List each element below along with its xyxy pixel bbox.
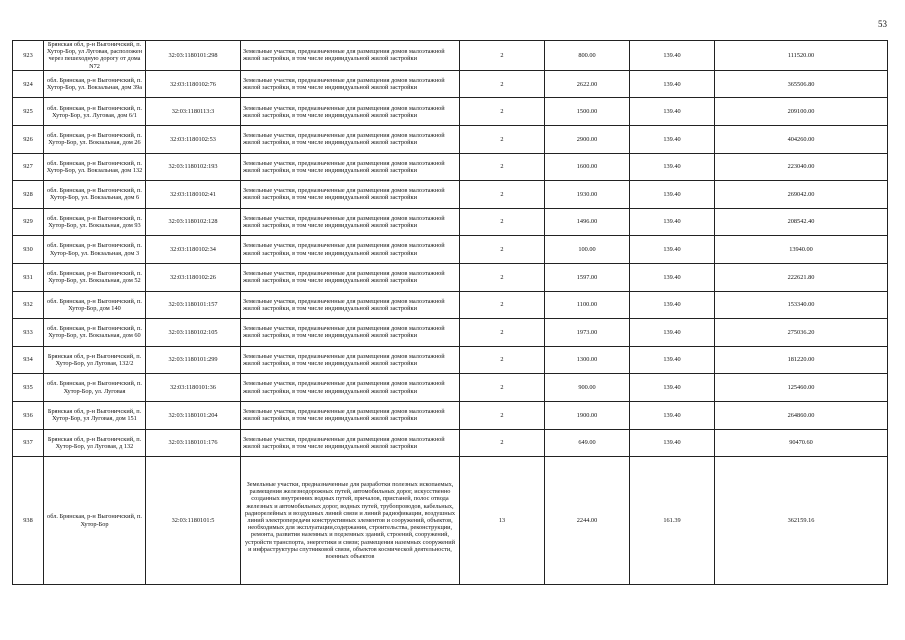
table-row [13, 208, 888, 236]
address-cell: обл. Брянская, р-н Выгоничский, п. Хутор-Бор, ул. Луговая, дом 6/1 [44, 98, 146, 126]
cadastral-number-cell: 32:03:1180102:26 [146, 263, 241, 291]
cadastral-value-cell: 13940.00 [715, 236, 888, 264]
table-row [13, 70, 888, 98]
cadastral-value-cell: 275036.20 [715, 319, 888, 347]
row-number: 927 [13, 153, 44, 181]
row-number: 924 [13, 70, 44, 98]
address-cell: обл. Брянская, р-н Выгоничский, п. Хутор-Бор, ул. Вокзальная, дом 6 [44, 181, 146, 209]
permitted-use-cell: Земельные участки, предназначенные для размещения домов малоэтажной жилой застройки, в том числе индивидуальной жилой застройки [241, 70, 460, 98]
cadastral-number-cell: 32:03:1180101:176 [146, 429, 241, 457]
table-row [13, 457, 888, 585]
table-row [13, 98, 888, 126]
cadastral-number-cell: 32:03:1180101:5 [146, 457, 241, 585]
address-cell: обл. Брянская, р-н Выгоничский, п. Хутор-Бор, ул. Вокзальная, дом 132 [44, 153, 146, 181]
area-cell: 649.00 [545, 429, 630, 457]
category-cell: 2 [460, 126, 545, 154]
row-number: 926 [13, 126, 44, 154]
cadastral-number-cell: 32:03:1180101:36 [146, 374, 241, 402]
cadastral-number-cell: 32:03:1180102:128 [146, 208, 241, 236]
cadastral-value-cell: 153340.00 [715, 291, 888, 319]
table-row [13, 374, 888, 402]
cadastral-value-cell: 208542.40 [715, 208, 888, 236]
cadastral-value-cell: 181220.00 [715, 346, 888, 374]
cadastral-value-cell: 222621.80 [715, 263, 888, 291]
row-number: 930 [13, 236, 44, 264]
permitted-use-cell: Земельные участки, предназначенные для размещения домов малоэтажной жилой застройки, в том числе индивидуальной жилой застройки [241, 429, 460, 457]
row-number: 931 [13, 263, 44, 291]
cadastral-number-cell: 32:03:1180101:299 [146, 346, 241, 374]
area-cell: 1500.00 [545, 98, 630, 126]
land-plot-table [12, 40, 888, 585]
table-row [13, 126, 888, 154]
category-cell: 13 [460, 457, 545, 585]
address-cell: обл. Брянская, р-н Выгоничский, п. Хутор-Бор, ул. Вокзальная, дом 52 [44, 263, 146, 291]
table-row [13, 291, 888, 319]
specific-value-cell: 139.40 [630, 70, 715, 98]
area-cell: 2900.00 [545, 126, 630, 154]
specific-value-cell: 139.40 [630, 208, 715, 236]
table-row [13, 346, 888, 374]
address-cell: обл. Брянская, р-н Выгоничский, п. Хутор-Бор, ул. Вокзальная, дом 60 [44, 319, 146, 347]
cadastral-value-cell: 404260.00 [715, 126, 888, 154]
cadastral-number-cell: 32:03:1180101:298 [146, 41, 241, 71]
permitted-use-cell: Земельные участки, предназначенные для размещения домов малоэтажной жилой застройки, в том числе индивидуальной жилой застройки [241, 181, 460, 209]
specific-value-cell: 139.40 [630, 429, 715, 457]
permitted-use-cell: Земельные участки, предназначенные для размещения домов малоэтажной жилой застройки, в том числе индивидуальной жилой застройки [241, 41, 460, 71]
area-cell: 1300.00 [545, 346, 630, 374]
permitted-use-cell: Земельные участки, предназначенные для разработки полезных ископаемых, размещения железнодорожных путей, автомобильных дорог, искусственно созданных внутренних водных путей, причалов, пристаней, полос отвода железных и автомобильных дорог, водных путей, трубопроводов, кабельных, радиорелейных и воздушных линий связи и линий радиофикации, воздушных линий электропередачи конструктивных элементов и сооружений, объектов, необходимых для эксплуатации,содержания, строительства, реконструкции, ремонта, развития наземных и подземных зданий, строений, сооружений, устройств транспорта, энергетики и связи; размещения наземных сооружений и инфраструктуры спутниковой связи, объектов космической деятельности, военных объектов [241, 457, 460, 585]
table-row [13, 429, 888, 457]
permitted-use-cell: Земельные участки, предназначенные для размещения домов малоэтажной жилой застройки, в том числе индивидуальной жилой застройки [241, 291, 460, 319]
table-row [13, 41, 888, 71]
row-number: 923 [13, 41, 44, 71]
area-cell: 1496.00 [545, 208, 630, 236]
table-row [13, 263, 888, 291]
row-number: 938 [13, 457, 44, 585]
row-number: 936 [13, 401, 44, 429]
specific-value-cell: 139.40 [630, 41, 715, 71]
address-cell: обл. Брянская, р-н Выгоничский, п. Хутор-Бор, ул. Вокзальная, дом 26 [44, 126, 146, 154]
specific-value-cell: 139.40 [630, 374, 715, 402]
area-cell: 1973.00 [545, 319, 630, 347]
address-cell: обл. Брянская, р-н Выгоничский, п. Хутор-Бор, ул. Вокзальная, дом 3 [44, 236, 146, 264]
row-number: 934 [13, 346, 44, 374]
category-cell: 2 [460, 374, 545, 402]
row-number: 929 [13, 208, 44, 236]
specific-value-cell: 139.40 [630, 236, 715, 264]
table-row [13, 181, 888, 209]
permitted-use-cell: Земельные участки, предназначенные для размещения домов малоэтажной жилой застройки, в том числе индивидуальной жилой застройки [241, 98, 460, 126]
category-cell: 2 [460, 98, 545, 126]
row-number: 925 [13, 98, 44, 126]
address-cell: Брянская обл, р-н Выгоничский, п. Хутор-Бор, ул Луговая, расположен через пешеходную дорогу от дома N72 [44, 41, 146, 71]
specific-value-cell: 139.40 [630, 319, 715, 347]
address-cell: Брянская обл, р-н Выгоничский, п. Хутор-Бор, ул Луговая, дом 151 [44, 401, 146, 429]
table-row [13, 236, 888, 264]
permitted-use-cell: Земельные участки, предназначенные для размещения домов малоэтажной жилой застройки, в том числе индивидуальной жилой застройки [241, 346, 460, 374]
category-cell: 2 [460, 429, 545, 457]
address-cell: обл. Брянская, р-н Выгоничский, п. Хутор-Бор [44, 457, 146, 585]
category-cell: 2 [460, 319, 545, 347]
area-cell: 2244.00 [545, 457, 630, 585]
category-cell: 2 [460, 208, 545, 236]
area-cell: 1100.00 [545, 291, 630, 319]
address-cell: Брянская обл, р-н Выгоничский, п. Хутор-Бор, ул Луговая, д 132 [44, 429, 146, 457]
specific-value-cell: 161.39 [630, 457, 715, 585]
category-cell: 2 [460, 263, 545, 291]
row-number: 937 [13, 429, 44, 457]
permitted-use-cell: Земельные участки, предназначенные для размещения домов малоэтажной жилой застройки, в том числе индивидуальной жилой застройки [241, 153, 460, 181]
row-number: 928 [13, 181, 44, 209]
page-number: 53 [878, 19, 887, 29]
permitted-use-cell: Земельные участки, предназначенные для размещения домов малоэтажной жилой застройки, в том числе индивидуальной жилой застройки [241, 374, 460, 402]
table-row [13, 319, 888, 347]
permitted-use-cell: Земельные участки, предназначенные для размещения домов малоэтажной жилой застройки, в том числе индивидуальной жилой застройки [241, 208, 460, 236]
specific-value-cell: 139.40 [630, 346, 715, 374]
address-cell: обл. Брянская, р-н Выгоничский, п. Хутор-Бор, ул. Вокзальная, дом 93 [44, 208, 146, 236]
area-cell: 1900.00 [545, 401, 630, 429]
table-row [13, 401, 888, 429]
permitted-use-cell: Земельные участки, предназначенные для размещения домов малоэтажной жилой застройки, в том числе индивидуальной жилой застройки [241, 319, 460, 347]
specific-value-cell: 139.40 [630, 153, 715, 181]
area-cell: 1600.00 [545, 153, 630, 181]
cadastral-value-cell: 223040.00 [715, 153, 888, 181]
cadastral-value-cell: 264860.00 [715, 401, 888, 429]
specific-value-cell: 139.40 [630, 126, 715, 154]
address-cell: обл. Брянская, р-н Выгоничский, п. Хутор-Бор, ул. Вокзальная, дом 39а [44, 70, 146, 98]
row-number: 935 [13, 374, 44, 402]
row-number: 932 [13, 291, 44, 319]
permitted-use-cell: Земельные участки, предназначенные для размещения домов малоэтажной жилой застройки, в том числе индивидуальной жилой застройки [241, 236, 460, 264]
cadastral-value-cell: 269042.00 [715, 181, 888, 209]
permitted-use-cell: Земельные участки, предназначенные для размещения домов малоэтажной жилой застройки, в том числе индивидуальной жилой застройки [241, 401, 460, 429]
cadastral-value-cell: 90470.60 [715, 429, 888, 457]
address-cell: Брянская обл, р-н Выгоничский, п. Хутор-Бор, ул Луговая, 132/2 [44, 346, 146, 374]
cadastral-number-cell: 32:03:1180102:193 [146, 153, 241, 181]
cadastral-number-cell: 32:03:1180102:53 [146, 126, 241, 154]
category-cell: 2 [460, 181, 545, 209]
area-cell: 100.00 [545, 236, 630, 264]
cadastral-number-cell: 32:03:1180113:3 [146, 98, 241, 126]
specific-value-cell: 139.40 [630, 401, 715, 429]
category-cell: 2 [460, 70, 545, 98]
specific-value-cell: 139.40 [630, 263, 715, 291]
category-cell: 2 [460, 401, 545, 429]
specific-value-cell: 139.40 [630, 181, 715, 209]
area-cell: 900.00 [545, 374, 630, 402]
cadastral-value-cell: 209100.00 [715, 98, 888, 126]
category-cell: 2 [460, 346, 545, 374]
category-cell: 2 [460, 291, 545, 319]
table-body [13, 41, 888, 585]
row-number: 933 [13, 319, 44, 347]
specific-value-cell: 139.40 [630, 98, 715, 126]
area-cell: 2622.00 [545, 70, 630, 98]
cadastral-number-cell: 32:03:1180102:76 [146, 70, 241, 98]
permitted-use-cell: Земельные участки, предназначенные для размещения домов малоэтажной жилой застройки, в том числе индивидуальной жилой застройки [241, 126, 460, 154]
cadastral-number-cell: 32:03:1180101:157 [146, 291, 241, 319]
table-row [13, 153, 888, 181]
cadastral-number-cell: 32:03:1180101:204 [146, 401, 241, 429]
category-cell: 2 [460, 41, 545, 71]
cadastral-number-cell: 32:03:1180102:41 [146, 181, 241, 209]
cadastral-value-cell: 365506.80 [715, 70, 888, 98]
cadastral-value-cell: 362159.16 [715, 457, 888, 585]
category-cell: 2 [460, 153, 545, 181]
area-cell: 1597.00 [545, 263, 630, 291]
address-cell: обл. Брянская, р-н Выгоничский, п. Хутор-Бор, дом 140 [44, 291, 146, 319]
area-cell: 800.00 [545, 41, 630, 71]
cadastral-value-cell: 111520.00 [715, 41, 888, 71]
cadastral-value-cell: 125460.00 [715, 374, 888, 402]
permitted-use-cell: Земельные участки, предназначенные для размещения домов малоэтажной жилой застройки, в том числе индивидуальной жилой застройки [241, 263, 460, 291]
cadastral-number-cell: 32:03:1180102:34 [146, 236, 241, 264]
category-cell: 2 [460, 236, 545, 264]
specific-value-cell: 139.40 [630, 291, 715, 319]
cadastral-number-cell: 32:03:1180102:105 [146, 319, 241, 347]
address-cell: обл. Брянская, р-н Выгоничский, п. Хутор-Бор, ул. Луговая [44, 374, 146, 402]
area-cell: 1930.00 [545, 181, 630, 209]
